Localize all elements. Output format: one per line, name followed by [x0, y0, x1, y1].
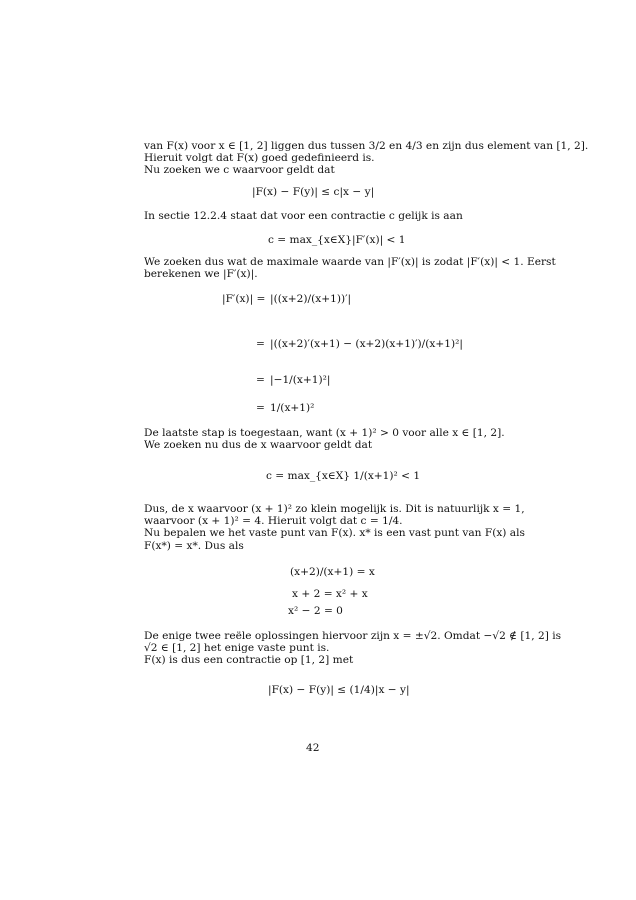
system-row-2: x + 2 = x² + x — [292, 588, 368, 600]
derivation-row-3: |−1/(x+1)²| — [270, 374, 331, 386]
paragraph-2-line-1: In sectie 12.2.4 staat dat voor een contractie c gelijk is aan — [144, 210, 463, 222]
paragraph-1-line-3: Nu zoeken we c waarvoor geldt dat — [144, 164, 335, 177]
paragraph-6-line-1: De enige twee reële oplossingen hiervoor zijn x = ±√2. Omdat −√2 ∉ [1, 2] is — [144, 630, 562, 642]
paragraph-5-line-1: Dus, de x waarvoor (x + 1)² zo klein mogelijk is. Dit is natuurlijk x = 1, — [144, 503, 525, 515]
equation-1: |F(x) − F(y)| ≤ c|x − y| — [252, 186, 375, 198]
derivation-row-1: |((x+2)/(x+1))′| — [270, 293, 352, 305]
equation-3: c = max_{x∈X} 1/(x+1)² < 1 — [266, 470, 421, 482]
paragraph-6-line-2: √2 ∈ [1, 2] het enige vaste punt is. — [144, 642, 330, 655]
paragraph-4 — [144, 427, 512, 451]
paragraph-2 — [144, 210, 512, 222]
paragraph-1 — [144, 140, 589, 177]
paragraph-1-line-1: van F(x) voor x ∈ [1, 2] liggen dus tussen 3/2 en 4/3 en zijn dus element van [1, 2]. — [144, 140, 589, 152]
paragraph-4-line-1: De laatste stap is toegestaan, want (x + 1)² > 0 voor alle x ∈ [1, 2]. — [144, 427, 505, 439]
equation-4: |F(x) − F(y)| ≤ (1/4)|x − y| — [268, 684, 410, 696]
equation-2: c = max_{x∈X}|F′(x)| < 1 — [268, 234, 406, 246]
paragraph-1-line-2: Hieruit volgt dat F(x) goed gedefinieerd is. — [144, 152, 375, 165]
paragraph-5-line-2: waarvoor (x + 1)² = 4. Hieruit volgt dat c = 1/4. — [144, 515, 403, 528]
paragraph-4-line-2: We zoeken nu dus de x waarvoor geldt dat — [144, 439, 373, 452]
derivation-row-2: |((x+2)′(x+1) − (x+2)(x+1)′)/(x+1)²| — [270, 338, 463, 350]
system-row-3: x² − 2 = 0 — [288, 605, 343, 617]
system-row-1: (x+2)/(x+1) = x — [290, 566, 375, 578]
derivation-eq-sign-4: = — [256, 402, 265, 414]
derivation-row-4: 1/(x+1)² — [270, 402, 315, 414]
paragraph-5-line-4: F(x*) = x*. Dus als — [144, 539, 244, 552]
derivation-eq-sign-2: = — [256, 338, 265, 350]
page-number: 42 — [306, 742, 320, 754]
paragraph-3-line-1: We zoeken dus wat de maximale waarde van |F′(x)| is zodat |F′(x)| < 1. Eerst — [144, 256, 556, 268]
paragraph-5-line-3: Nu bepalen we het vaste punt van F(x). x* is een vast punt van F(x) als — [144, 527, 525, 540]
paragraph-6-line-3: F(x) is dus een contractie op [1, 2] met — [144, 654, 354, 667]
paragraph-5 — [144, 503, 525, 552]
paragraph-3-line-2: berekenen we |F′(x)|. — [144, 268, 258, 281]
derivation-lhs: |F′(x)| = — [222, 293, 266, 305]
paragraph-6 — [144, 630, 562, 667]
paragraph-3 — [144, 256, 556, 281]
derivation-eq-sign-3: = — [256, 374, 265, 386]
